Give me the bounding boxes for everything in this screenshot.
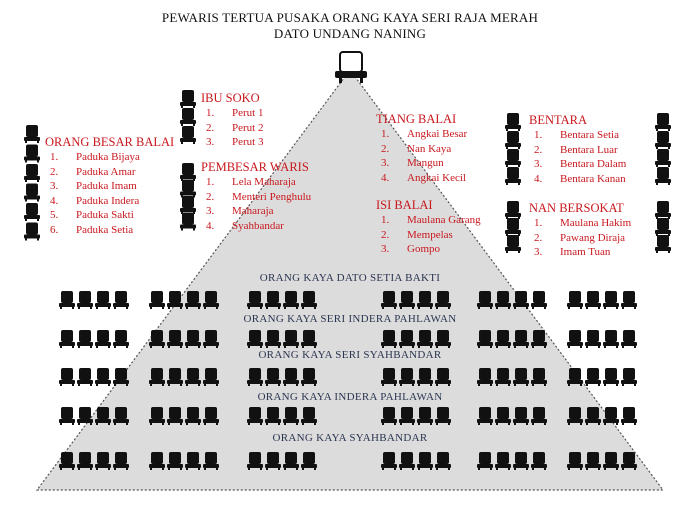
list-item: 4. Paduka Indera [50, 194, 140, 207]
chair-icon [247, 291, 263, 309]
chair-icon [399, 291, 415, 309]
chair-icon [185, 368, 201, 386]
chair-icon [417, 291, 433, 309]
chair-icon [95, 407, 111, 425]
group-title: ISI BALAI [376, 198, 433, 212]
chair-icon [513, 368, 529, 386]
chair-icon [149, 330, 165, 348]
group-title: TIANG BALAI [376, 112, 457, 126]
chair-icon [24, 203, 40, 221]
chair-icon [567, 452, 583, 470]
chair-icon [585, 407, 601, 425]
group-bentara [529, 113, 626, 186]
group-title: IBU SOKO [201, 91, 260, 105]
chair-icon [185, 452, 201, 470]
chair-icon [59, 368, 75, 386]
list-item: 3. Imam Tuan [534, 246, 611, 259]
diagram-title-line2: DATO UNDANG NANING [273, 26, 427, 41]
chair-icon [149, 291, 165, 309]
tier-label-4: ORANG KAYA INDERA PAHLAWAN [257, 391, 443, 403]
chair-icon [283, 452, 299, 470]
chair-icon [621, 291, 637, 309]
chair-icon [77, 407, 93, 425]
chair-icon [381, 368, 397, 386]
chair-icon [95, 291, 111, 309]
chair-icon [417, 330, 433, 348]
chair-icon [167, 330, 183, 348]
tier-label-3: ORANG KAYA SERI SYAHBANDAR [258, 349, 442, 361]
chair-icon [247, 407, 263, 425]
chair-icon [113, 368, 129, 386]
chair-icon [477, 368, 493, 386]
group-title: ORANG BESAR BALAI [45, 135, 175, 149]
group-tiang-balai [376, 112, 467, 185]
chair-icon [513, 291, 529, 309]
chair-icon [655, 201, 671, 219]
chair-icon [113, 407, 129, 425]
chair-icon [567, 368, 583, 386]
list-item: 1. Lela Maharaja [206, 176, 296, 188]
chair-icon [203, 407, 219, 425]
chair-icon [585, 452, 601, 470]
chair-icon [603, 407, 619, 425]
list-item: 3. Mangun [381, 157, 444, 170]
chair-icon [149, 452, 165, 470]
chair-icon [621, 452, 637, 470]
chair-icon [655, 149, 671, 167]
chair-icon [59, 452, 75, 470]
chair-icon [567, 291, 583, 309]
chair-icon [381, 452, 397, 470]
chair-icon [203, 452, 219, 470]
chair-icon [167, 368, 183, 386]
chair-icon [567, 407, 583, 425]
chair-icon [24, 184, 40, 202]
group-nan-bersokat [529, 201, 631, 260]
diagram-title-line1: PEWARIS TERTUA PUSAKA ORANG KAYA SERI RAJA MERAH [161, 10, 539, 25]
chair-icon [301, 330, 317, 348]
chair-icon [265, 291, 281, 309]
chair-icon [24, 223, 40, 241]
chair-icon [505, 218, 521, 236]
chair-icon [301, 407, 317, 425]
chair-icon [603, 452, 619, 470]
chair-icon [655, 218, 671, 236]
group-pembesar-waris [201, 160, 311, 233]
chair-icon [531, 368, 547, 386]
chair-icon [180, 126, 196, 144]
chair-icon [477, 407, 493, 425]
chair-icon [185, 291, 201, 309]
tier-label-1: ORANG KAYA DATO SETIA BAKTI [259, 272, 441, 284]
list-item: 6. Paduka Setia [50, 223, 134, 236]
group-title: BENTARA [529, 113, 588, 127]
chair-icon [283, 330, 299, 348]
chair-icon [180, 90, 196, 108]
chair-icon [513, 452, 529, 470]
list-item: 4. Angkai Kecil [381, 171, 466, 184]
chair-icon [149, 368, 165, 386]
chair-icon [417, 368, 433, 386]
chair-icon [495, 407, 511, 425]
list-item: 2. Menteri Penghulu [206, 190, 312, 203]
list-item: 3. Maharaja [206, 205, 274, 218]
chair-icon [265, 452, 281, 470]
chair-icon [381, 330, 397, 348]
chair-icon [180, 163, 196, 181]
chair-icon [283, 368, 299, 386]
chair-icon [417, 452, 433, 470]
chair-icon [59, 291, 75, 309]
chair-icon [203, 368, 219, 386]
list-item: 3. Paduka Imam [50, 180, 137, 193]
chair-icon [655, 235, 671, 253]
chair-icon [505, 131, 521, 149]
chair-icon [603, 330, 619, 348]
chair-icon [505, 201, 521, 219]
chair-icon [283, 291, 299, 309]
chair-icon [399, 330, 415, 348]
chair-icon [435, 407, 451, 425]
chair-icon [167, 407, 183, 425]
chair-icon [265, 407, 281, 425]
chair-icon [435, 291, 451, 309]
chair-icon [265, 368, 281, 386]
chair-icon [399, 368, 415, 386]
chair-icon [655, 113, 671, 131]
chair-icon [113, 452, 129, 470]
chair-icon [477, 452, 493, 470]
chair-icon [621, 407, 637, 425]
chair-icon [381, 291, 397, 309]
chair-icon [531, 452, 547, 470]
list-item: 3. Perut 3 [206, 136, 264, 149]
list-item: 1. Perut 1 [206, 107, 264, 119]
chair-icon [24, 164, 40, 182]
chair-icon [167, 291, 183, 309]
chair-icon [180, 213, 196, 231]
chair-icon [585, 330, 601, 348]
tier-label-2: ORANG KAYA SERI INDERA PAHLAWAN [243, 313, 457, 325]
list-item: 2. Paduka Amar [50, 165, 136, 178]
chair-icon [567, 330, 583, 348]
chair-icon [77, 330, 93, 348]
chair-icon [77, 452, 93, 470]
chair-icon [180, 180, 196, 198]
chair-icon [513, 330, 529, 348]
chair-icon [301, 452, 317, 470]
chair-icon [167, 452, 183, 470]
list-item: 3. Bentara Dalam [534, 158, 627, 171]
chair-icon [531, 330, 547, 348]
chair-icon [531, 407, 547, 425]
list-item: 1. Angkai Besar [381, 128, 468, 140]
chair-icon [247, 368, 263, 386]
chair-icon [417, 407, 433, 425]
chair-icon [95, 330, 111, 348]
list-item: 2. Pawang Diraja [534, 231, 626, 244]
chair-icon [301, 291, 317, 309]
chair-icon [531, 291, 547, 309]
chair-icon [399, 452, 415, 470]
chair-icon [621, 368, 637, 386]
tier-label-5: ORANG KAYA SYAHBANDAR [272, 432, 428, 444]
list-item: 4. Bentara Kanan [534, 172, 626, 185]
chair-icon [435, 330, 451, 348]
chair-icon [477, 291, 493, 309]
chair-icon [399, 407, 415, 425]
chair-icon [77, 368, 93, 386]
chair-icon [585, 368, 601, 386]
chair-icon [77, 291, 93, 309]
chair-icon [505, 113, 521, 131]
list-item: 1. Bentara Setia [534, 129, 619, 141]
chair-icon [95, 452, 111, 470]
chair-icon [180, 108, 196, 126]
list-item: 2. Nan Kaya [381, 142, 452, 155]
chair-icon [149, 407, 165, 425]
chair-icon [477, 330, 493, 348]
group-title: PEMBESAR WARIS [201, 160, 309, 174]
group-orang-besar-balai [45, 135, 174, 238]
chair-icon [185, 330, 201, 348]
chair-icon [505, 167, 521, 185]
chair-icon [24, 125, 40, 143]
list-item: 2. Mempelas [381, 228, 453, 241]
list-item: 1. Paduka Bijaya [50, 151, 140, 163]
chair-icon [265, 330, 281, 348]
list-item: 3. Gompo [381, 243, 440, 256]
group-isi-balai [376, 198, 481, 257]
list-item: 1. Maulana Hakim [534, 217, 632, 229]
list-item: 2. Perut 2 [206, 121, 264, 134]
chair-icon [655, 167, 671, 185]
chair-icon [59, 330, 75, 348]
chair-icon [495, 368, 511, 386]
chair-icon [603, 368, 619, 386]
chair-icon [95, 368, 111, 386]
chair-icon [24, 145, 40, 163]
chair-icon [435, 452, 451, 470]
chair-icon [495, 452, 511, 470]
chair-icon [435, 368, 451, 386]
list-item: 5. Paduka Sakti [50, 209, 134, 222]
list-item: 2. Bentara Luar [534, 143, 618, 156]
chair-icon [247, 330, 263, 348]
chair-icon [621, 330, 637, 348]
group-title: NAN BERSOKAT [529, 201, 624, 215]
chair-icon [180, 196, 196, 214]
chair-icon [655, 131, 671, 149]
chair-icon [513, 407, 529, 425]
list-item: 1. Maulana Garang [381, 214, 481, 226]
chair-icon [113, 291, 129, 309]
chair-icon [203, 330, 219, 348]
chair-icon [381, 407, 397, 425]
chair-icon [495, 291, 511, 309]
chair-icon [505, 149, 521, 167]
chair-icon [603, 291, 619, 309]
group-ibu-soko [201, 91, 263, 150]
chair-icon [59, 407, 75, 425]
list-item: 4. Syahbandar [206, 219, 284, 232]
chair-icon [283, 407, 299, 425]
chair-icon [247, 452, 263, 470]
chair-icon [495, 330, 511, 348]
chair-icon [203, 291, 219, 309]
chair-icon [185, 407, 201, 425]
chair-icon [113, 330, 129, 348]
chair-icon [301, 368, 317, 386]
chair-icon [505, 235, 521, 253]
chair-icon [585, 291, 601, 309]
